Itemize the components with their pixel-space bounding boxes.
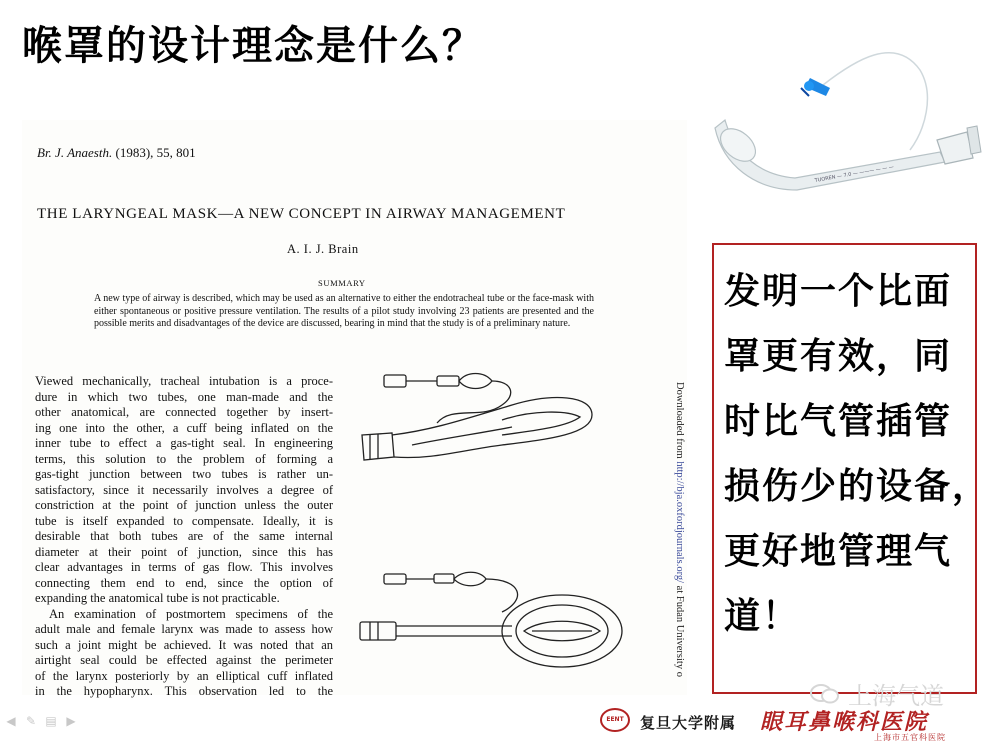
- summary-heading: SUMMARY: [318, 278, 366, 288]
- menu-icon[interactable]: ▤: [45, 714, 57, 728]
- body-line: airtight seal could be effected against the perimeter: [35, 653, 333, 667]
- hospital-name: 眼耳鼻喉科医院: [760, 709, 929, 735]
- next-arrow-icon[interactable]: ▶: [66, 714, 76, 728]
- answer-line: 道！: [724, 596, 801, 637]
- laryngeal-mask-side-figure: [352, 365, 652, 515]
- download-note: [674, 382, 685, 677]
- body-line: Viewed mechanically, tracheal intubation is a proce-: [35, 374, 333, 388]
- body-line: expanding the anatomical tube is not practicable.: [35, 591, 280, 605]
- endotracheal-tube-image: [705, 40, 985, 200]
- body-line: diameter at their point of junction, since this has: [35, 544, 333, 559]
- scanned-paper: [22, 120, 687, 698]
- answer-line: 罩更有效，同: [724, 336, 953, 377]
- body-line: satisfactory, since it necessarily involves a degree of: [35, 482, 333, 497]
- prev-arrow-icon[interactable]: ◀: [6, 714, 16, 728]
- download-note-prefix: Downloaded from: [674, 382, 685, 462]
- download-note-url: http://bja.oxfordjournals.org/: [674, 461, 685, 584]
- hospital-subtitle: 上海市五官科医院: [874, 733, 946, 742]
- body-line: tube is itself expanded to compensate. Ideally, it is: [35, 513, 333, 528]
- university-name: 复旦大学附属: [640, 714, 737, 732]
- answer-box: [712, 243, 991, 694]
- body-line: in the hypopharynx. This observation led to the: [35, 684, 333, 698]
- body-line: dure in which two tubes, one man-made and the: [35, 389, 333, 404]
- body-line: adult male and female larynx was made to assess how: [35, 622, 333, 636]
- pen-icon[interactable]: ✎: [25, 714, 37, 728]
- article-author: A. I. J. Brain: [287, 242, 359, 256]
- body-line: desirable that both tubes are of the same internal: [35, 529, 333, 543]
- svg-text:TUOREN — 7.0 — ——— — — —: TUOREN — 7.0 — ——— — — —: [814, 164, 895, 184]
- hospital-logo: EENT: [600, 708, 630, 732]
- body-line: constriction at the point of junction unless the outer: [35, 498, 333, 512]
- body-text: [35, 374, 333, 700]
- slide-title: 喉罩的设计理念是什么？: [22, 23, 484, 69]
- citation: [37, 145, 196, 161]
- body-line: ing one into the other, a cuff being inflated on the: [35, 420, 333, 435]
- answer-line: 更好地管理气: [724, 531, 953, 572]
- body-line: inner tube to effect a gas-tight seal. In engineering: [35, 436, 333, 450]
- journal-name: Br. J. Anaesth.: [37, 145, 113, 160]
- article-title: THE LARYNGEAL MASK—A NEW CONCEPT IN AIRWAY MANAGEMENT: [37, 206, 566, 222]
- body-line: clear advantages in terms of gas flow. This involves: [35, 560, 333, 574]
- body-line: gas-tight junction between two tubes is rather un-: [35, 467, 333, 481]
- download-note-suffix: at Fudan University o: [674, 583, 685, 677]
- body-line: terms, this solution to the problem of forming a: [35, 451, 333, 466]
- answer-line: 发明一个比面: [724, 271, 953, 312]
- answer-line: 时比气管插管: [724, 401, 953, 442]
- laryngeal-mask-front-figure: [352, 560, 652, 675]
- body-line: An examination of postmortem specimens of the: [49, 606, 333, 621]
- citation-volume: (1983), 55, 801: [115, 145, 196, 160]
- body-line: other anatomical, are connected together by insert-: [35, 405, 333, 419]
- watermark-text: 上海气道: [848, 682, 944, 710]
- body-line: connecting them end to end, since the option of: [35, 575, 333, 590]
- body-line: of the larynx posteriorly by an elliptical cuff inflated: [35, 668, 333, 683]
- answer-line: 损伤少的设备，: [724, 466, 991, 507]
- body-line: such a joint might be achieved. It was noted that an: [35, 637, 333, 652]
- wechat-icon: [810, 683, 840, 705]
- slideshow-controls: [4, 714, 78, 728]
- summary-text: A new type of airway is described, which may be used as an alternative to either the endotracheal tube or the face-mask with either spontaneous or positive pressure ventilation. The results of a pilot study involving 23 patients are presented and the possible merits and disadvantages of the device are discussed, bearing in mind that the study is of a preliminary nature.: [94, 293, 594, 330]
